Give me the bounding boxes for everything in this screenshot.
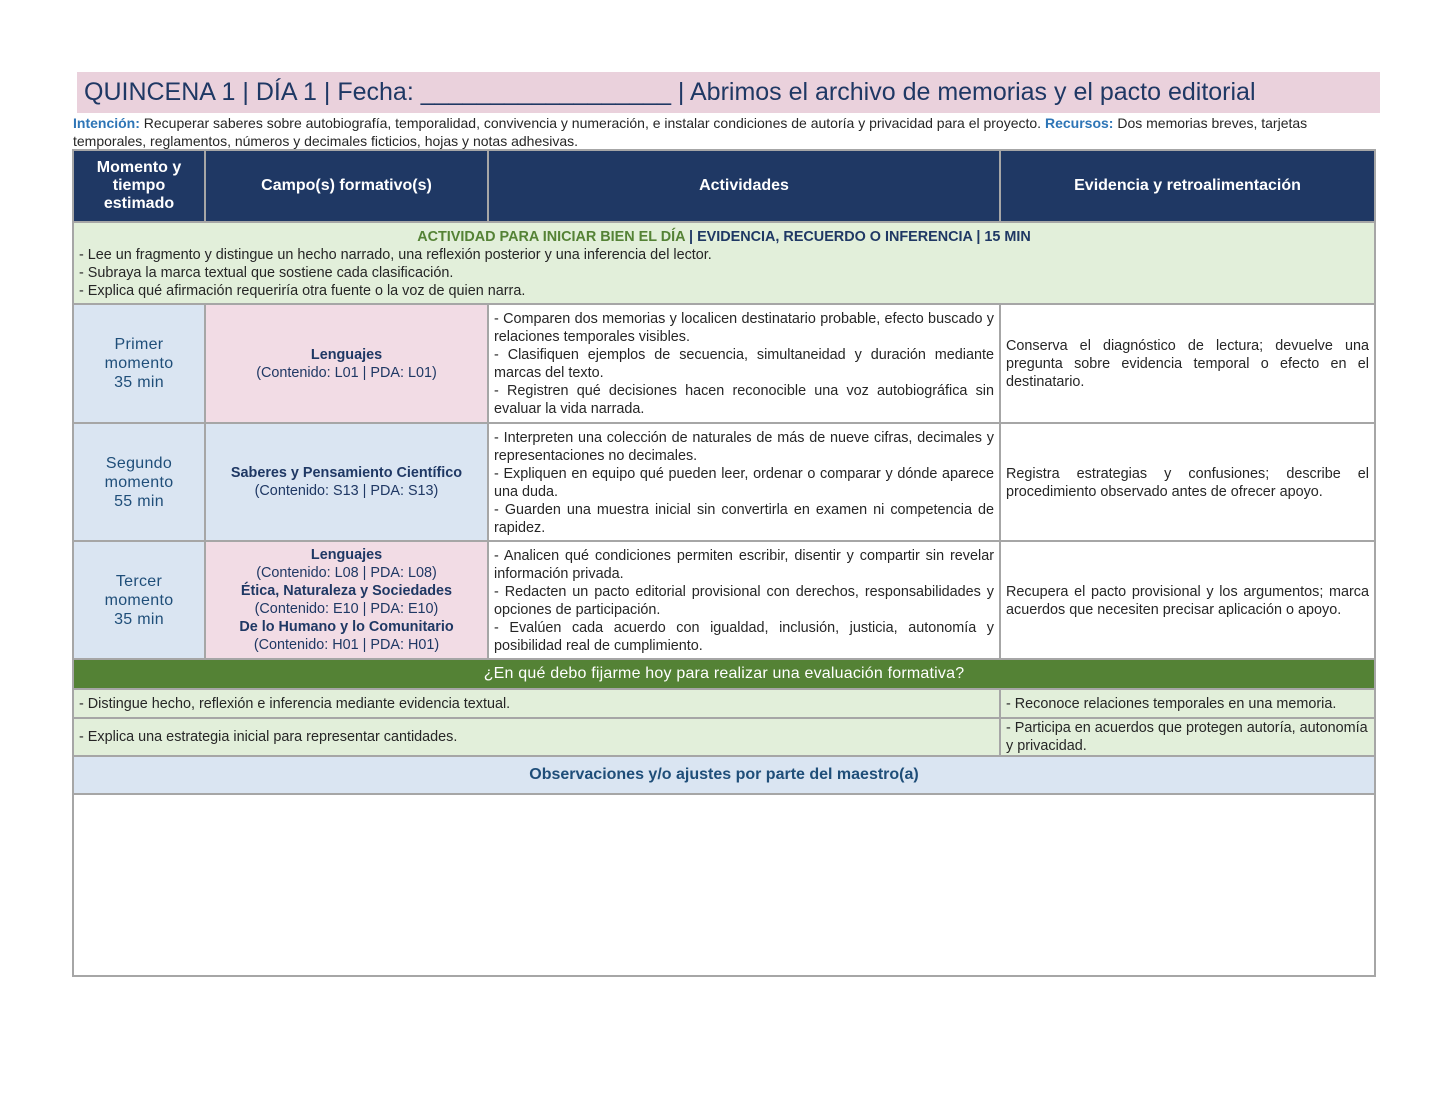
evaluation-item: - Reconoce relaciones temporales en una memoria. — [1000, 689, 1375, 718]
campo-cell — [205, 304, 488, 423]
activity-item: - Interpreten una colección de naturales de más de nueve cifras, decimales y representaciones no decimales. — [494, 429, 994, 464]
header-campo: Campo(s) formativo(s) — [205, 150, 488, 222]
moment-duration: 55 min — [114, 492, 164, 510]
evidence-cell — [1000, 423, 1375, 541]
lesson-plan-table — [72, 149, 1376, 977]
evaluation-item: - Participa en acuerdos que protegen autoría, autonomía y privacidad. — [1000, 718, 1375, 756]
campo-name: Lenguajes — [310, 346, 383, 363]
header-actividades: Actividades — [488, 150, 1000, 222]
activity-item: - Comparen dos memorias y localicen destinatario probable, efecto buscado y relaciones temporales visibles. — [494, 311, 994, 345]
campo-contenido: (Contenido: H01 | PDA: H01) — [253, 637, 440, 653]
campo-contenido: (Contenido: E10 | PDA: E10) — [254, 601, 439, 617]
evaluation-item: - Explica una estrategia inicial para representar cantidades. — [73, 718, 1000, 756]
campo-name: De lo Humano y lo Comunitario — [239, 619, 454, 635]
intencion-label: Intención: — [73, 115, 140, 131]
moment-cell — [73, 541, 205, 659]
moment-duration: 35 min — [114, 610, 164, 628]
moment-label: Segundo — [105, 454, 173, 472]
activity-item: - Registren qué decisiones hacen reconocible una voz autobiográfica sin evaluar la vida narrada. — [494, 383, 994, 417]
activity-item: - Analicen qué condiciones permiten escribir, disentir y compartir sin revelar información privada. — [494, 547, 994, 582]
table-header-row — [73, 150, 1375, 222]
intro-paragraph — [73, 115, 1363, 150]
page-title — [77, 72, 1380, 113]
campo-cell — [205, 423, 488, 541]
intencion-text: Recuperar saberes sobre autobiografía, temporalidad, convivencia y numeración, e instalar condiciones de autoría y privacidad para el proyecto. — [143, 115, 1042, 131]
moment-cell — [73, 423, 205, 541]
campo-contenido: (Contenido: L01 | PDA: L01) — [256, 364, 437, 381]
warmup-title-activity: ACTIVIDAD PARA INICIAR BIEN EL DÍA — [417, 229, 686, 245]
header-evidencia: Evidencia y retroalimentación — [1000, 150, 1375, 222]
header-momento: Momento y tiempo estimado — [73, 150, 205, 222]
page-title-text: QUINCENA 1 | DÍA 1 | Fecha: __________________ | Abrimos el archivo de memorias y el pacto editorial — [84, 78, 1256, 106]
campo-cell — [205, 541, 488, 659]
campo-contenido: (Contenido: L08 | PDA: L08) — [256, 565, 437, 581]
warmup-cell — [73, 222, 1375, 304]
moment-label: momento — [104, 355, 174, 372]
evidence-text: Registra estrategias y confusiones; describe el procedimiento observado antes de ofrecer apoyo. — [1006, 465, 1369, 500]
evidence-cell — [1000, 304, 1375, 423]
observations-heading: Observaciones y/o ajustes por parte del maestro(a) — [73, 756, 1375, 794]
moment-row-3 — [73, 541, 1375, 659]
recursos-label: Recursos: — [1044, 115, 1114, 131]
observations-row — [73, 794, 1375, 976]
activity-item: - Guarden una muestra inicial sin convertirla en examen ni competencia de rapidez. — [494, 501, 994, 536]
activities-cell — [488, 423, 1000, 541]
moment-label: Tercer — [115, 572, 163, 590]
activities-cell — [488, 304, 1000, 423]
evaluation-heading-row — [73, 659, 1375, 689]
moment-row-1 — [73, 304, 1375, 423]
evidence-text: Recupera el pacto provisional y los argumentos; marca acuerdos que necesiten precisar aplicación o apoyo. — [1006, 583, 1369, 618]
activity-item: - Evalúen cada acuerdo con igualdad, inclusión, justicia, autonomía y posibilidad real de cumplimiento. — [494, 619, 994, 654]
warmup-title-detail: | EVIDENCIA, RECUERDO O INFERENCIA | 15 MIN — [685, 229, 1031, 245]
campo-name: Ética, Naturaleza y Sociedades — [240, 583, 453, 599]
warmup-line: - Lee un fragmento y distingue un hecho narrado, una reflexión posterior y una inferencia del lector. — [79, 247, 712, 263]
warmup-line: - Subraya la marca textual que sostiene cada clasificación. — [79, 265, 454, 281]
activity-item: - Redacten un pacto editorial provisional con derechos, responsabilidades y opciones de participación. — [494, 583, 994, 618]
moment-label: momento — [104, 473, 174, 491]
activity-item: - Expliquen en equipo qué pueden leer, ordenar o comparar y dónde aparece una duda. — [494, 465, 994, 500]
moment-duration: 35 min — [114, 374, 164, 391]
moment-label: Primer — [114, 336, 164, 353]
evaluation-row — [73, 689, 1375, 718]
evaluation-heading: ¿En qué debo fijarme hoy para realizar una evaluación formativa? — [73, 659, 1375, 689]
moment-row-2 — [73, 423, 1375, 541]
activities-cell — [488, 541, 1000, 659]
moment-cell — [73, 304, 205, 423]
campo-name: Lenguajes — [310, 547, 383, 563]
evaluation-row — [73, 718, 1375, 756]
evidence-text: Conserva el diagnóstico de lectura; devuelve una pregunta sobre evidencia temporal o efecto en el destinatario. — [1006, 338, 1369, 390]
warmup-title — [79, 228, 1369, 246]
moment-label: momento — [104, 591, 174, 609]
observations-heading-row — [73, 756, 1375, 794]
observations-area[interactable] — [73, 794, 1375, 976]
warmup-row — [73, 222, 1375, 304]
activity-item: - Clasifiquen ejemplos de secuencia, simultaneidad y duración mediante marcas del texto. — [494, 347, 994, 381]
campo-contenido: (Contenido: S13 | PDA: S13) — [254, 483, 439, 499]
evidence-cell — [1000, 541, 1375, 659]
evaluation-item: - Distingue hecho, reflexión e inferencia mediante evidencia textual. — [73, 689, 1000, 718]
warmup-line: - Explica qué afirmación requeriría otra fuente o la voz de quien narra. — [79, 283, 526, 299]
recursos-text: Dos memorias breves, tarjetas temporales, reglamentos, números y decimales ficticios, hojas y notas adhesivas. — [73, 115, 1308, 149]
campo-name: Saberes y Pensamiento Científico — [230, 465, 463, 481]
